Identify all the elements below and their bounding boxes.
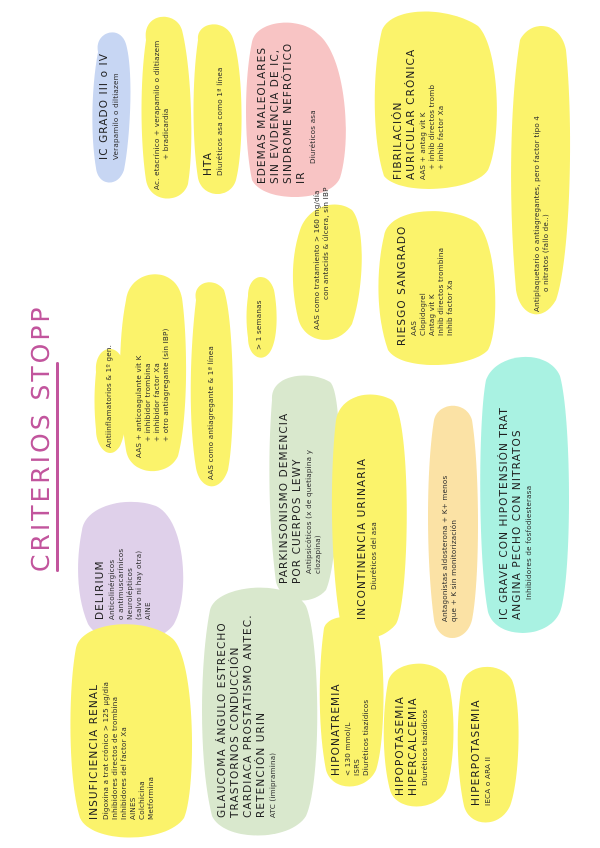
card-heading: HTA <box>202 152 214 176</box>
card-line: Antagonistas aldosterona + K+ menos <box>440 475 449 622</box>
card-line: AAS como tratamiento > 160 mg/día <box>312 190 321 330</box>
card-heading: RIESGO SANGRADO <box>396 225 408 346</box>
card-ic-grave <box>498 380 533 620</box>
card-heading: INCONTINENCIA URINARIA <box>356 457 368 620</box>
card-line: Anticolinérgicos <box>107 559 116 620</box>
card-hipopotasemia <box>394 676 429 796</box>
card-heading: DELIRIUM <box>94 560 106 620</box>
card-line: o antimuscarínicos <box>116 548 125 620</box>
card-line: Inhibidores directos de trombina <box>110 696 119 820</box>
card-line: AAS como antiagregante & 1ª línea <box>206 345 215 480</box>
title-underline <box>56 362 59 572</box>
card-line: Digoxina a trat crónico > 125 µg/día <box>101 681 110 820</box>
card-line: AAS + anticoagulante vit K <box>134 355 143 458</box>
card-fibrilacion <box>392 40 445 180</box>
page-title-group <box>26 305 56 572</box>
card-note: < 130 mmol/L <box>343 722 352 776</box>
card-heading: EDEMAS MALEOLARES SIN EVIDENCIA DE IC, SINDROME NEFRÓTICO IR <box>256 42 307 184</box>
card-line: Diuréticos asa como 1ª línea <box>215 67 224 176</box>
card-line: Inhibidores de fosfodiesterasa <box>524 485 533 600</box>
card-line: Antag vit K <box>427 294 436 336</box>
card-line: AINES <box>128 797 137 820</box>
card-semanas <box>254 300 263 350</box>
card-line: AINE <box>143 602 152 620</box>
card-line: Inhib factor Xa <box>445 280 454 336</box>
card-line: Clopidogrel <box>418 293 427 336</box>
card-line: Neurolépticos <box>125 567 134 620</box>
card-line: Inhibidores del factor Xa <box>119 727 128 820</box>
card-line: Antiinflamatorios & 1º gen. <box>104 344 113 448</box>
card-line: o nitratos (fallo de..) <box>541 213 550 292</box>
card-heading: HIPERPOTASEMIA <box>470 699 482 806</box>
card-parkinsonismo <box>278 394 322 584</box>
card-line: > 1 semanas <box>254 300 263 350</box>
card-aas-primera-linea <box>206 346 215 480</box>
card-line: Diuréticos tiazídicos <box>361 699 370 776</box>
card-line: Inhib directos trombina <box>436 247 445 336</box>
card-antiplaquetario <box>532 116 550 312</box>
card-line: AAS <box>409 320 418 336</box>
card-line: Verapamilo o diltiazem <box>111 73 120 160</box>
card-aas-anticoag <box>134 328 170 458</box>
card-insuficiencia-renal <box>88 682 155 820</box>
card-line: + bradicardia <box>161 108 170 160</box>
card-hiponatremia <box>330 683 370 776</box>
card-line: ATC (imipramina) <box>268 752 277 818</box>
card-line: con antacids & úlcera, sin IBP <box>321 187 330 300</box>
card-line: Ac. etacrínico + verapamilo o diltiazem <box>152 40 161 190</box>
card-heading: GLAUCOMA ÁNGULO ESTRECHO TRASTORNOS CONDUCCIÓN CARDIACA PROSTATISMO ANTEC. RETENCIÓN URIN <box>216 614 267 818</box>
card-line: IECA o ARA II <box>483 756 492 806</box>
card-line: ISRS <box>352 758 361 776</box>
card-line: Diuréticos tiazídicos <box>420 709 429 786</box>
card-hiperpotasemia <box>470 699 492 806</box>
card-antiinflamatorios <box>104 345 113 448</box>
card-glaucoma <box>216 613 277 818</box>
card-delirium <box>94 549 152 620</box>
card-heading: FIBRILACIÓN AURICULAR CRÓNICA <box>392 48 417 180</box>
card-heading: PARKINSONISMO DEMENCIA POR CUERPOS LEWY <box>278 412 303 584</box>
card-line: Diuréticos del asa <box>369 522 378 590</box>
card-riesgo-sangrado <box>396 226 454 346</box>
card-line: Metformina <box>146 776 155 820</box>
card-aas-tratamiento <box>312 187 330 330</box>
card-line: + inhibidor trombina <box>143 363 152 442</box>
card-line: + inhib factor Xa <box>436 105 445 170</box>
card-hta <box>202 67 224 176</box>
card-line: + inhibidor factor Xa <box>152 362 161 442</box>
page-title: CRITERIOS STOPP <box>26 304 55 572</box>
card-edemas <box>256 34 317 184</box>
card-heading: IC GRAVE CON HIPOTENSIÓN TRAT ANGINA PECHO CON NITRATOS <box>498 407 523 620</box>
card-heading: IC GRADO III o IV <box>98 52 110 160</box>
card-line: (salvo ni hay otra) <box>134 550 143 620</box>
card-line: que + K sin monitorización <box>449 519 458 622</box>
card-ic-grado <box>98 53 120 160</box>
card-line: + inhib directos tromb <box>427 84 436 170</box>
card-antag-aldosterona <box>440 476 458 622</box>
card-ac-etacrinico <box>152 41 170 191</box>
card-line: AAS + antag vit K <box>418 112 427 180</box>
card-incontinencia <box>356 458 378 620</box>
card-heading: HIPONATREMIA <box>330 683 342 776</box>
card-line: Colchicina <box>137 781 146 820</box>
card-line: Antiplaquetario o antiagregantes, pero factor tipo 4 <box>532 115 541 312</box>
card-line: Antipsicóticos (x de quetiapina y clozapina) <box>304 449 322 574</box>
card-line: + otro antiagregante (sin IBP) <box>161 328 170 442</box>
card-line: Diuréticos asa <box>308 110 317 164</box>
card-heading: HIPOPOTASEMIA HIPERCALCEMIA <box>394 696 419 796</box>
card-heading: INSUFICIENCIA RENAL <box>88 683 100 820</box>
